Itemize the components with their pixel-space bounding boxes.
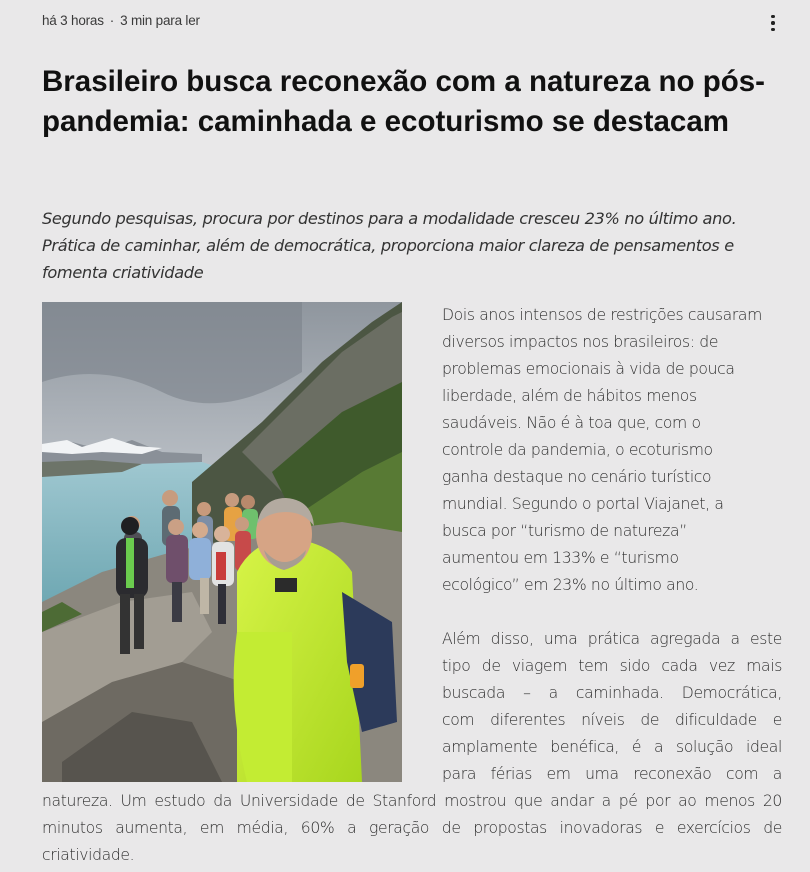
post-meta xyxy=(42,13,200,28)
read-time: 3 min para ler xyxy=(120,13,200,28)
text-line: aumentou em 133% e “turismo xyxy=(442,549,679,567)
text-line: com diferentes níveis de dificuldade e xyxy=(442,711,782,729)
text-line: diversos impactos nos brasileiros: de xyxy=(442,333,719,351)
paragraph-2-full xyxy=(42,788,782,869)
text-line: problemas emocionais à vida de pouca xyxy=(442,360,735,378)
more-options-button[interactable] xyxy=(765,12,781,34)
text-line: Além disso, uma prática agregada a este xyxy=(442,630,782,648)
meta-separator: · xyxy=(109,13,115,28)
text-line: amplamente benéfica, é a solução ideal xyxy=(442,738,782,756)
article-photo xyxy=(42,302,402,782)
paragraph-2-side xyxy=(442,626,782,788)
text-line: para férias em uma reconexão com a xyxy=(442,765,782,783)
text-line: tipo de viagem tem sido cada vez mais xyxy=(442,657,782,675)
text-line: ecológico” em 23% no último ano. xyxy=(442,576,699,594)
text-line: saudáveis. Não é à toa que, com o xyxy=(442,414,701,432)
text-line: criatividade. xyxy=(42,846,135,864)
text-line: liberdade, além de hábitos menos xyxy=(442,387,697,405)
more-vertical-icon xyxy=(771,15,775,32)
text-line: busca por “turismo de natureza” xyxy=(442,522,687,540)
text-line: Dois anos intensos de restrições causaram xyxy=(442,306,762,324)
text-line: natureza. Um estudo da Universidade de Stanford mostrou que andar a pé por ao menos 20 xyxy=(42,792,782,810)
text-line: buscada – a caminhada. Democrática, xyxy=(442,684,782,702)
text-line: ganha destaque no cenário turístico xyxy=(442,468,712,486)
paragraph-1 xyxy=(442,302,782,599)
post-time: há 3 horas xyxy=(42,13,104,28)
text-line: controle da pandemia, o ecoturismo xyxy=(442,441,713,459)
text-line: mundial. Segundo o portal Viajanet, a xyxy=(442,495,724,513)
text-line: minutos aumenta, em média, 60% a geração de propostas inovadoras e exercícios de xyxy=(42,819,782,837)
article-subtitle: Segundo pesquisas, procura por destinos para a modalidade cresceu 23% no último ano. Prática de caminhar, além de democrática, proporciona maior clareza de pensamentos e fomenta criatividade xyxy=(42,209,737,282)
article-title: Brasileiro busca reconexão com a natureza no pós-pandemia: caminhada e ecoturismo se destacam xyxy=(42,65,765,138)
